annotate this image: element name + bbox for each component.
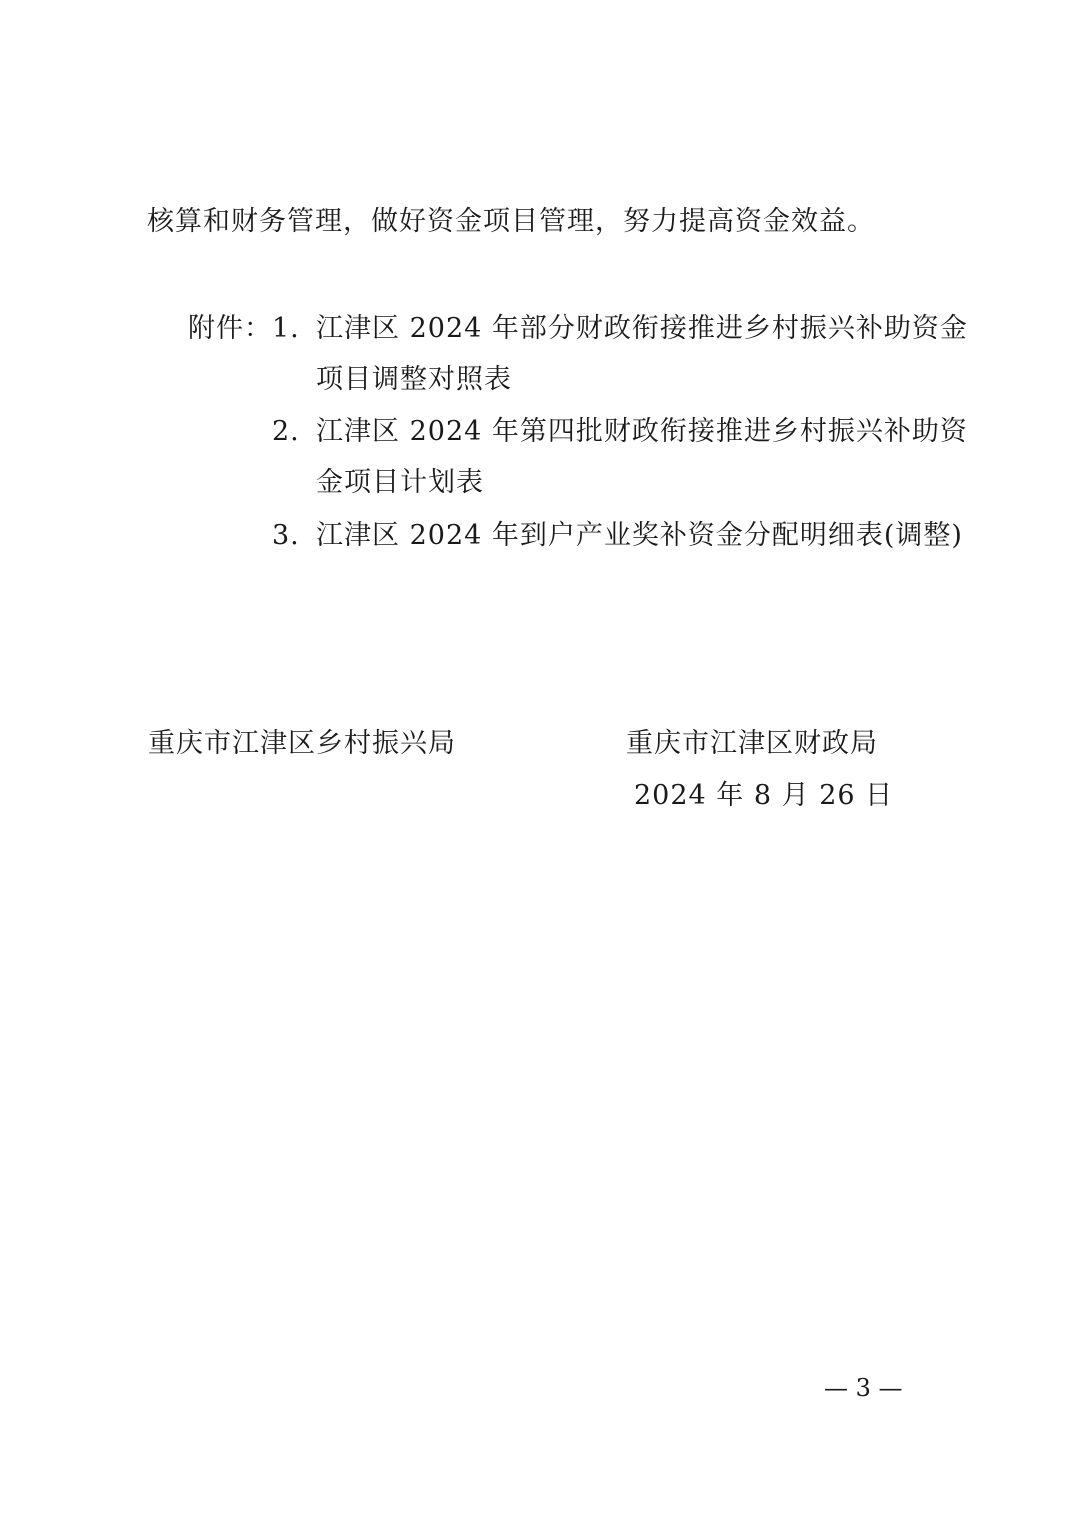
attachments-label: 附件： (188, 313, 272, 344)
attachment-1-title-line-2: 项目调整对照表 (316, 364, 512, 395)
signature-org-rural-revitalization-bureau: 重庆市江津区乡村振兴局 (148, 728, 456, 759)
attachment-2-title-line-1: 江津区 2024 年第四批财政衔接推进乡村振兴补助资 (316, 416, 968, 447)
attachment-1-number: 1. (272, 313, 300, 344)
body-paragraph-line: 核算和财务管理，做好资金项目管理，努力提高资金效益。 (147, 206, 875, 237)
attachment-2-title-line-2: 金项目计划表 (316, 467, 484, 498)
attachment-3-title: 江津区 2024 年到户产业奖补资金分配明细表(调整) (316, 520, 963, 551)
attachment-2-number: 2. (272, 416, 300, 447)
signature-org-finance-bureau: 重庆市江津区财政局 (626, 728, 878, 759)
signature-date: 2024 年 8 月 26 日 (634, 780, 894, 811)
attachment-1-title-line-1: 江津区 2024 年部分财政衔接推进乡村振兴补助资金 (316, 313, 968, 344)
attachment-3-number: 3. (272, 520, 300, 551)
page-number: — 3 — (824, 1374, 903, 1402)
